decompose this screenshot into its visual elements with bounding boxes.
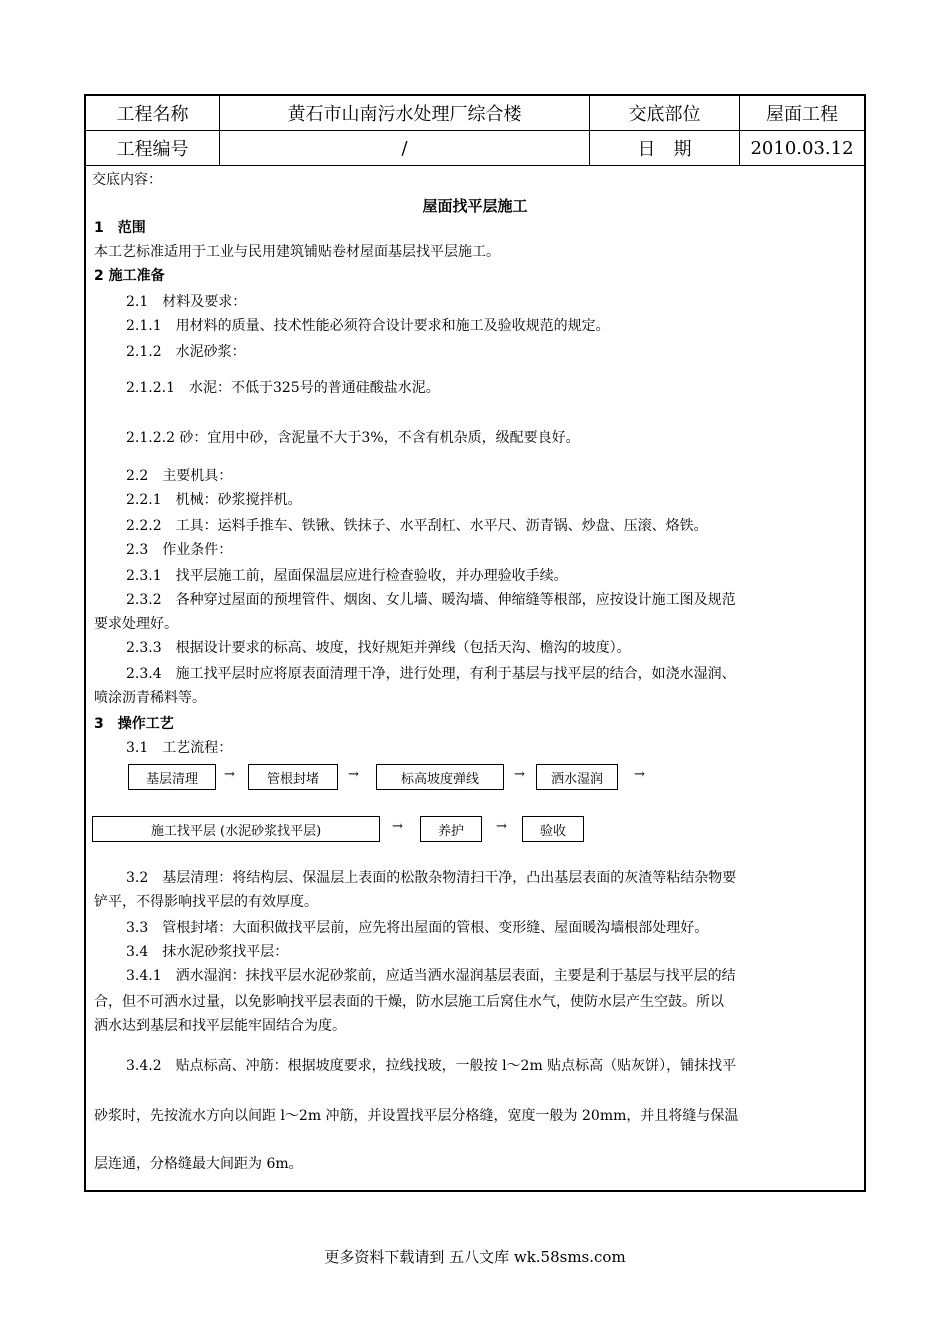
flow-arrow-icon: → [514,767,525,782]
line-2-1: 2.1 材料及要求： [126,294,247,310]
part-value: 屋面工程 [766,104,838,125]
line-3-1: 3.1 工艺流程： [126,740,233,756]
line-2-3: 2.3 作业条件： [126,542,233,558]
line-2-3-2: 2.3.2 各种穿过屋面的预埋管件、烟囱、女儿墙、暖沟墙、伸缩缝等根部，应按设计施工图及规范 [126,592,736,608]
line-2-3-4: 2.3.4 施工找平层时应将原表面清理干净，进行处理，有利于基层与找平层的结合，如浇水湿润、 [126,666,736,682]
flow-arrow-icon: → [392,819,403,834]
flow-step-acceptance: 验收 [522,816,584,842]
flow-step-curing: 养护 [420,816,482,842]
header-row-1 [86,96,864,131]
line-2-2: 2.2 主要机具： [126,468,233,484]
line-2-1-1: 2.1.1 用材料的质量、技术性能必须符合设计要求和施工及验收规范的规定。 [126,318,610,334]
section-3-heading: 3 操作工艺 [94,716,174,732]
part-label: 交底部位 [590,96,740,130]
flow-step-leveling-layer: 施工找平层 (水泥砂浆找平层) [92,816,380,842]
document-frame [84,94,866,1192]
section-2-heading: 2 施工准备 [94,268,165,284]
date-value: 2010.03.12 [750,137,854,159]
line-3-4-2-cont-2: 层连通，分格缝最大间距为 6m。 [94,1156,303,1172]
line-3-4: 3.4 抹水泥砂浆找平层： [126,944,289,960]
line-3-4-2: 3.4.2 贴点标高、冲筋：根据坡度要求，拉线找玻，一般按 l～2m 贴点标高（贴灰饼），铺抹找平 [126,1058,737,1074]
line-3-2-cont: 铲平，不得影响找平层的有效厚度。 [94,894,318,910]
line-2-1-2-2: 2.1.2.2 砂：宜用中砂，含泥量不大于3%，不含有机杂质，级配要良好。 [126,430,580,446]
line-2-3-3: 2.3.3 根据设计要求的标高、坡度，找好规矩并弹线（包括天沟、檐沟的坡度）。 [126,640,631,656]
line-3-3: 3.3 管根封堵：大面积做找平层前，应先将出屋面的管根、变形缝、屋面暖沟墙根部处理好。 [126,920,709,936]
flow-arrow-icon: → [348,767,359,782]
project-no-label: 工程编号 [86,131,220,165]
line-3-4-2-cont-1: 砂浆时，先按流水方向以间距 l～2m 冲筋，并设置找平层分格缝，宽度一般为 20mm，并且将缝与保温 [94,1108,739,1124]
line-3-4-1: 3.4.1 洒水湿润：抹找平层水泥砂浆前，应适当洒水湿润基层表面，主要是利于基层与找平层的结 [126,968,736,984]
line-2-3-1: 2.3.1 找平层施工前，屋面保温层应进行检查验收，并办理验收手续。 [126,568,568,584]
project-no-value: / [220,131,590,165]
line-2-3-2-cont: 要求处理好。 [94,616,178,632]
line-2-2-2: 2.2.2 工具：运料手推车、铁锹、铁抹子、水平刮杠、水平尺、沥青锅、炒盘、压滚、烙铁。 [126,518,708,534]
content-label: 交底内容： [92,172,162,188]
line-2-1-2: 2.1.2 水泥砂浆： [126,344,246,360]
flow-arrow-icon: → [634,767,645,782]
flow-arrow-icon: → [496,819,507,834]
doc-title: 屋面找平层施工 [422,197,528,215]
line-2-3-4-cont: 喷涂沥青稀料等。 [94,690,206,706]
section-1-heading: 1 范围 [94,220,146,236]
line-2-2-1: 2.2.1 机械：砂浆搅拌机。 [126,492,302,508]
project-name-value: 黄石市山南污水处理厂综合楼 [220,96,590,130]
line-3-4-1-cont-2: 洒水达到基层和找平层能牢固结合为度。 [94,1018,346,1034]
flow-step-elevation-lines: 标高坡度弹线 [376,764,504,790]
header-row-2 [86,131,864,166]
flow-step-wetting: 洒水湿润 [536,764,618,790]
flow-step-base-cleaning: 基层清理 [128,764,216,790]
flow-step-pipe-sealing: 管根封堵 [248,764,338,790]
line-3-2: 3.2 基层清理：将结构层、保温层上表面的松散杂物清扫干净，凸出基层表面的灰渣等粘结杂物要 [126,870,737,886]
footer-download-link[interactable]: 更多资料下载请到 五八文库 wk.58sms.com [324,1248,626,1266]
line-3-4-1-cont-1: 合，但不可洒水过量，以免影响找平层表面的干燥，防水层施工后窝住水气，使防水层产生空鼓。所以 [94,994,724,1010]
scope-text: 本工艺标准适用于工业与民用建筑铺贴卷材屋面基层找平层施工。 [94,244,500,260]
flow-arrow-icon: → [224,767,235,782]
line-2-1-2-1: 2.1.2.1 水泥：不低于325号的普通硅酸盐水泥。 [126,380,440,396]
project-name-label: 工程名称 [86,96,220,130]
date-label: 日 期 [590,131,740,165]
